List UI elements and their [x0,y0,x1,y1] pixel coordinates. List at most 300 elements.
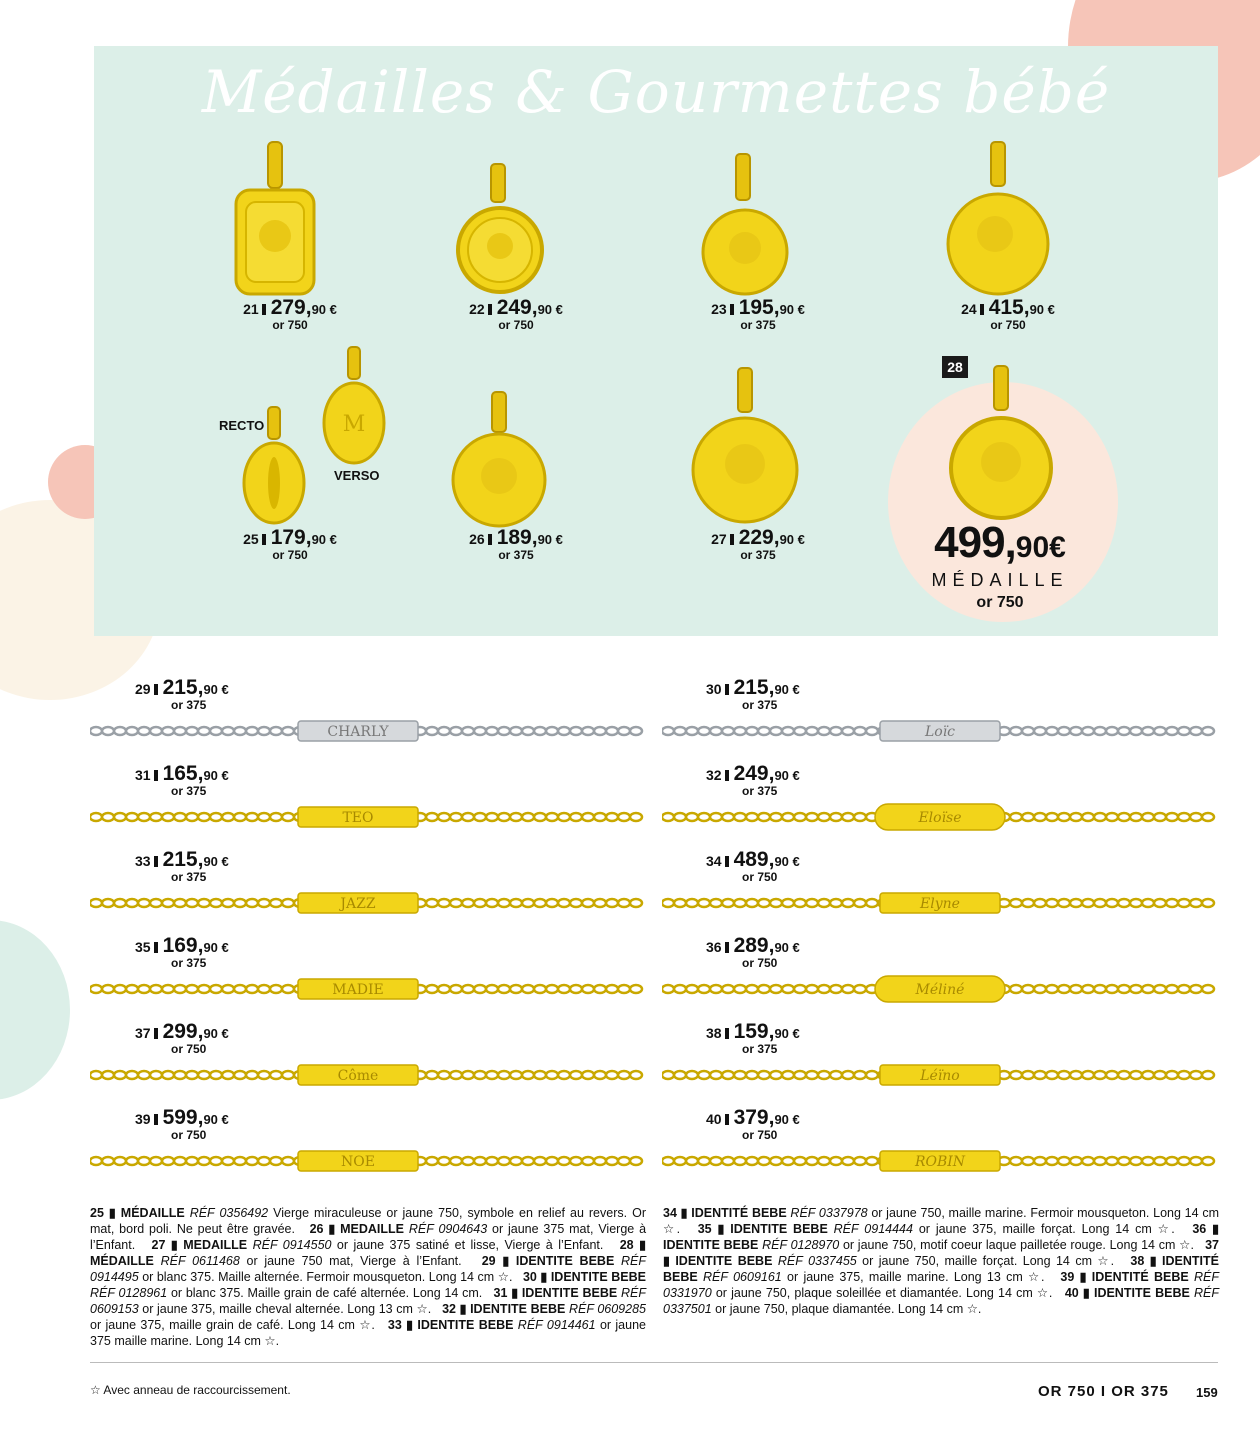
chain-link [198,985,210,993]
chain-link [1058,899,1070,907]
chain-link [758,1071,770,1079]
chain-link [1190,1071,1202,1079]
chain-link [698,985,710,993]
chain-link [1046,727,1058,735]
metal-legend: OR 750 I OR 375 [1038,1383,1169,1400]
medal-23-price: 23 195,90 € or 375 [711,296,805,332]
medal-27-price: 27 229,90 € or 375 [711,526,805,562]
chain-link [1202,1157,1214,1165]
chain-link [510,727,522,735]
chain-link [486,1157,498,1165]
chain-link [570,985,582,993]
chain-link [782,813,794,821]
chain-link [830,813,842,821]
chain-link [1094,727,1106,735]
chain-link [234,899,246,907]
chain-link [102,727,114,735]
chain-link [818,813,830,821]
chain-link [734,1157,746,1165]
chain-link [842,1157,854,1165]
chain-link [698,1071,710,1079]
chain-link [842,1071,854,1079]
chain-link [794,813,806,821]
chain-link [662,813,674,821]
featured-badge: 28 [942,356,968,378]
chain-link [830,1071,842,1079]
chain-link [1070,985,1082,993]
featured-metal: or 750 [976,594,1024,611]
page-number: 159 [1196,1385,1218,1400]
chain-link [546,813,558,821]
featured-price: 499,90€ [934,518,1066,567]
chain-link [1142,727,1154,735]
chain-link [234,813,246,821]
description-entry: 33 ▮ IDENTITE BEBE RÉF 0914461 or jaune 375 maille marine. Long 14 cm ☆. [90,1318,646,1348]
chain-link [534,727,546,735]
chain-link [1058,1071,1070,1079]
chain-link [1118,985,1130,993]
chain-link [1034,985,1046,993]
chain-link [1166,813,1178,821]
chain-link [282,1071,294,1079]
chain-link [438,985,450,993]
chain-link [770,985,782,993]
chain-link [818,1071,830,1079]
chain-link [198,899,210,907]
medal-21-price: 21 279,90 € or 750 [243,296,337,332]
chain-link [674,899,686,907]
chain-link [674,1157,686,1165]
chain-link [426,1157,438,1165]
chain-link [450,1071,462,1079]
chain-link [758,813,770,821]
chain-link [1058,985,1070,993]
bracelet-32-price: 32 249,90 € or 375 [706,762,800,798]
chain-link [222,813,234,821]
chain-link [1070,1071,1082,1079]
chain-link [806,813,818,821]
chain-link [486,813,498,821]
chain-link [246,985,258,993]
description-entry: 36 ▮ IDENTITE BEBE RÉF 0128970 or jaune 750, motif coeur laque pailletée rouge. Long 14 cm ☆. [663,1222,1219,1252]
mint-blob-left [0,920,70,1100]
chain-link [1022,1157,1034,1165]
chain-link [222,1071,234,1079]
chain-link [630,813,642,821]
chain-link [570,727,582,735]
chain-link [1106,813,1118,821]
chain-link [1046,1071,1058,1079]
chain-link [126,727,138,735]
chain-link [1130,985,1142,993]
chain-link [1118,813,1130,821]
chain-link [498,985,510,993]
chain-link [794,985,806,993]
chain-link [1106,727,1118,735]
chain-link [1166,1157,1178,1165]
chain-link [282,813,294,821]
svg-text:M: M [342,412,366,437]
chain-link [258,899,270,907]
chain-link [1202,899,1214,907]
description-entry: 40 ▮ IDENTITE BEBE RÉF 0337501 or jaune 750, plaque diamantée. Long 14 cm ☆. [663,1286,1219,1316]
chain-link [1022,985,1034,993]
chain-link [474,1157,486,1165]
chain-link [126,1071,138,1079]
footer-rule [90,1362,1218,1363]
chain-link [758,727,770,735]
chain-link [426,813,438,821]
chain-link [782,1157,794,1165]
chain-link [162,813,174,821]
chain-link [630,727,642,735]
chain-link [806,985,818,993]
chain-link [794,1071,806,1079]
chain-link [1178,1157,1190,1165]
chain-link [486,985,498,993]
description-entry: 39 ▮ IDENTITÉ BEBE RÉF 0331970 or jaune 750, plaque soleillée et diamantée. Long 14 cm ☆. [663,1270,1220,1300]
chain-link [1154,727,1166,735]
chain-link [830,727,842,735]
chain-link [510,1071,522,1079]
chain-link [150,899,162,907]
chain-link [174,1071,186,1079]
chain-link [510,899,522,907]
chain-link [114,727,126,735]
chain-link [770,1071,782,1079]
chain-link [138,899,150,907]
chain-link [174,727,186,735]
chain-link [1130,1071,1142,1079]
chain-link [674,813,686,821]
chain-link [90,1071,102,1079]
chain-link [558,1071,570,1079]
chain-link [1094,813,1106,821]
page-title: Médailles & Gourmettes bébé [201,58,1111,126]
chain-link [1106,1157,1118,1165]
chain-link [222,899,234,907]
bracelet-35-image [90,974,646,1004]
chain-link [498,727,510,735]
chain-link [426,899,438,907]
chain-link [746,1157,758,1165]
engraved-name: Eloïse [918,810,962,826]
chain-link [734,727,746,735]
chain-link [210,1157,222,1165]
chain-link [1034,1157,1046,1165]
chain-link [606,1157,618,1165]
engraved-name: TEO [342,810,374,826]
medal-27-image [690,366,800,526]
chain-link [806,1157,818,1165]
chain-link [258,727,270,735]
chain-link [722,985,734,993]
bracelet-30-image [662,716,1218,746]
chain-link [734,813,746,821]
chain-link [126,813,138,821]
chain-link [282,985,294,993]
chain-link [1202,1071,1214,1079]
chain-link [1034,813,1046,821]
chain-link [818,899,830,907]
chain-link [770,899,782,907]
chain-link [1118,1071,1130,1079]
chain-link [1154,985,1166,993]
chain-link [594,985,606,993]
chain-link [1166,727,1178,735]
featured-type: MÉDAILLE [931,570,1069,590]
chain-link [534,813,546,821]
description-entry: 27 ▮ MEDAILLE RÉF 0914550 or jaune 375 satiné et lisse, Vierge à l’Enfant. [151,1238,604,1252]
engraved-name: Léïno [920,1068,960,1084]
bracelet-33-image [90,888,646,918]
chain-link [1022,899,1034,907]
chain-link [1154,899,1166,907]
chain-link [1034,727,1046,735]
chain-link [1154,1071,1166,1079]
chain-link [630,1157,642,1165]
chain-link [258,1071,270,1079]
chain-link [546,899,558,907]
chain-link [782,985,794,993]
chain-link [582,1157,594,1165]
chain-link [618,1157,630,1165]
chain-link [842,813,854,821]
description-entry: 32 ▮ IDENTITE BEBE RÉF 0609285 or jaune 375, maille grain de café. Long 14 cm ☆. [90,1302,646,1332]
chain-link [510,1157,522,1165]
chain-link [270,813,282,821]
chain-link [126,1157,138,1165]
chain-link [1070,727,1082,735]
chain-link [1154,813,1166,821]
description-right [663,1205,1219,1317]
chain-link [594,899,606,907]
chain-link [198,813,210,821]
chain-link [1190,813,1202,821]
chain-link [162,727,174,735]
chain-link [1154,1157,1166,1165]
chain-link [770,727,782,735]
chain-link [770,813,782,821]
chain-link [210,899,222,907]
chain-link [138,813,150,821]
bracelet-32-image [662,802,1218,832]
chain-link [1166,985,1178,993]
chain-link [114,899,126,907]
chain-link [522,813,534,821]
chain-link [114,985,126,993]
chain-link [1070,813,1082,821]
chain-link [522,1071,534,1079]
chain-link [722,813,734,821]
bracelet-31-price: 31 165,90 € or 375 [135,762,229,798]
chain-link [270,1071,282,1079]
bracelet-34-price: 34 489,90 € or 750 [706,848,800,884]
chain-link [1118,727,1130,735]
chain-link [1010,727,1022,735]
description-left [90,1205,646,1349]
chain-link [1010,813,1022,821]
chain-link [686,985,698,993]
chain-link [662,899,674,907]
chain-link [1190,985,1202,993]
chain-link [162,1157,174,1165]
chain-link [474,727,486,735]
chain-link [686,1157,698,1165]
chain-link [866,899,878,907]
bracelet-36-image [662,974,1218,1004]
chain-link [1166,1071,1178,1079]
chain-link [806,899,818,907]
chain-link [782,727,794,735]
chain-link [198,1071,210,1079]
chain-link [522,1157,534,1165]
chain-link [630,1071,642,1079]
chain-link [222,985,234,993]
chain-link [1094,899,1106,907]
chain-link [806,1071,818,1079]
chain-link [710,1071,722,1079]
bracelet-29-image [90,716,646,746]
chain-link [186,727,198,735]
chain-link [710,899,722,907]
engraved-name: Elyne [920,896,960,912]
chain-link [674,985,686,993]
bracelet-33-price: 33 215,90 € or 375 [135,848,229,884]
footnote: ☆ Avec anneau de raccourcissement. [90,1383,291,1397]
medal-25-price: 25 179,90 € or 750 [243,526,337,562]
chain-link [462,985,474,993]
chain-link [150,727,162,735]
chain-link [722,1071,734,1079]
chain-link [818,1157,830,1165]
chain-link [1130,1157,1142,1165]
chain-link [746,1071,758,1079]
chain-link [722,727,734,735]
chain-link [1142,899,1154,907]
chain-link [246,727,258,735]
chain-link [90,985,102,993]
chain-link [438,1071,450,1079]
chain-link [710,727,722,735]
chain-link [474,899,486,907]
chain-link [498,1071,510,1079]
chain-link [570,813,582,821]
chain-link [498,1157,510,1165]
chain-link [486,899,498,907]
chain-link [270,985,282,993]
chain-link [546,727,558,735]
chain-link [854,899,866,907]
chain-link [1094,985,1106,993]
description-entry: 37 ▮ IDENTITE BEBE RÉF 0337455 or jaune 750, maille forçat. Long 14 cm ☆. [663,1238,1220,1268]
chain-link [210,985,222,993]
chain-link [474,813,486,821]
chain-link [1166,899,1178,907]
chain-link [186,1157,198,1165]
chain-link [722,1157,734,1165]
medal-23-image [700,152,790,302]
chain-link [534,1157,546,1165]
medal-26-price: 26 189,90 € or 375 [469,526,563,562]
chain-link [186,985,198,993]
engraved-name: ROBIN [914,1154,966,1170]
chain-link [462,899,474,907]
chain-link [698,899,710,907]
chain-link [282,1157,294,1165]
chain-link [150,813,162,821]
bracelet-39-image [90,1146,646,1176]
chain-link [674,727,686,735]
chain-link [1046,985,1058,993]
chain-link [1130,727,1142,735]
recto-label: RECTO [219,418,265,433]
verso-label: VERSO [334,468,380,483]
medal-26-image [450,390,550,530]
chain-link [1082,899,1094,907]
chain-link [866,1157,878,1165]
description-entry: 30 ▮ IDENTITE BEBE RÉF 0128961 or blanc 375. Maille grain de café alternée. Long 14 cm. [90,1270,647,1300]
chain-link [534,985,546,993]
chain-link [1022,813,1034,821]
chain-link [1190,899,1202,907]
chain-link [450,727,462,735]
chain-link [582,813,594,821]
chain-link [746,813,758,821]
chain-link [546,1157,558,1165]
chain-link [570,1157,582,1165]
chain-link [450,813,462,821]
chain-link [1046,813,1058,821]
chain-link [210,727,222,735]
chain-link [758,985,770,993]
chain-link [794,727,806,735]
chain-link [1130,899,1142,907]
chain-link [1178,813,1190,821]
chain-link [830,985,842,993]
chain-link [462,1071,474,1079]
chain-link [1082,727,1094,735]
chain-link [1010,1071,1022,1079]
medal-24-price: 24 415,90 € or 750 [961,296,1055,332]
chain-link [510,985,522,993]
chain-link [558,727,570,735]
chain-link [90,1157,102,1165]
description-entry: 38 ▮ IDENTITÉ BEBE RÉF 0609161 or jaune 375, maille marine. Long 13 cm ☆. [663,1254,1219,1284]
medal-21-image [230,140,320,300]
chain-link [150,1071,162,1079]
chain-link [522,985,534,993]
chain-link [582,727,594,735]
chain-link [186,813,198,821]
chain-link [102,813,114,821]
chain-link [1130,813,1142,821]
bracelet-36-price: 36 289,90 € or 750 [706,934,800,970]
chain-link [558,813,570,821]
chain-link [662,985,674,993]
chain-link [486,1071,498,1079]
chain-link [150,985,162,993]
chain-link [222,1157,234,1165]
chain-link [186,899,198,907]
chain-link [758,899,770,907]
chain-link [126,899,138,907]
chain-link [618,727,630,735]
chain-link [474,985,486,993]
chain-link [1010,985,1022,993]
chain-link [630,899,642,907]
bracelet-37-price: 37 299,90 € or 750 [135,1020,229,1056]
